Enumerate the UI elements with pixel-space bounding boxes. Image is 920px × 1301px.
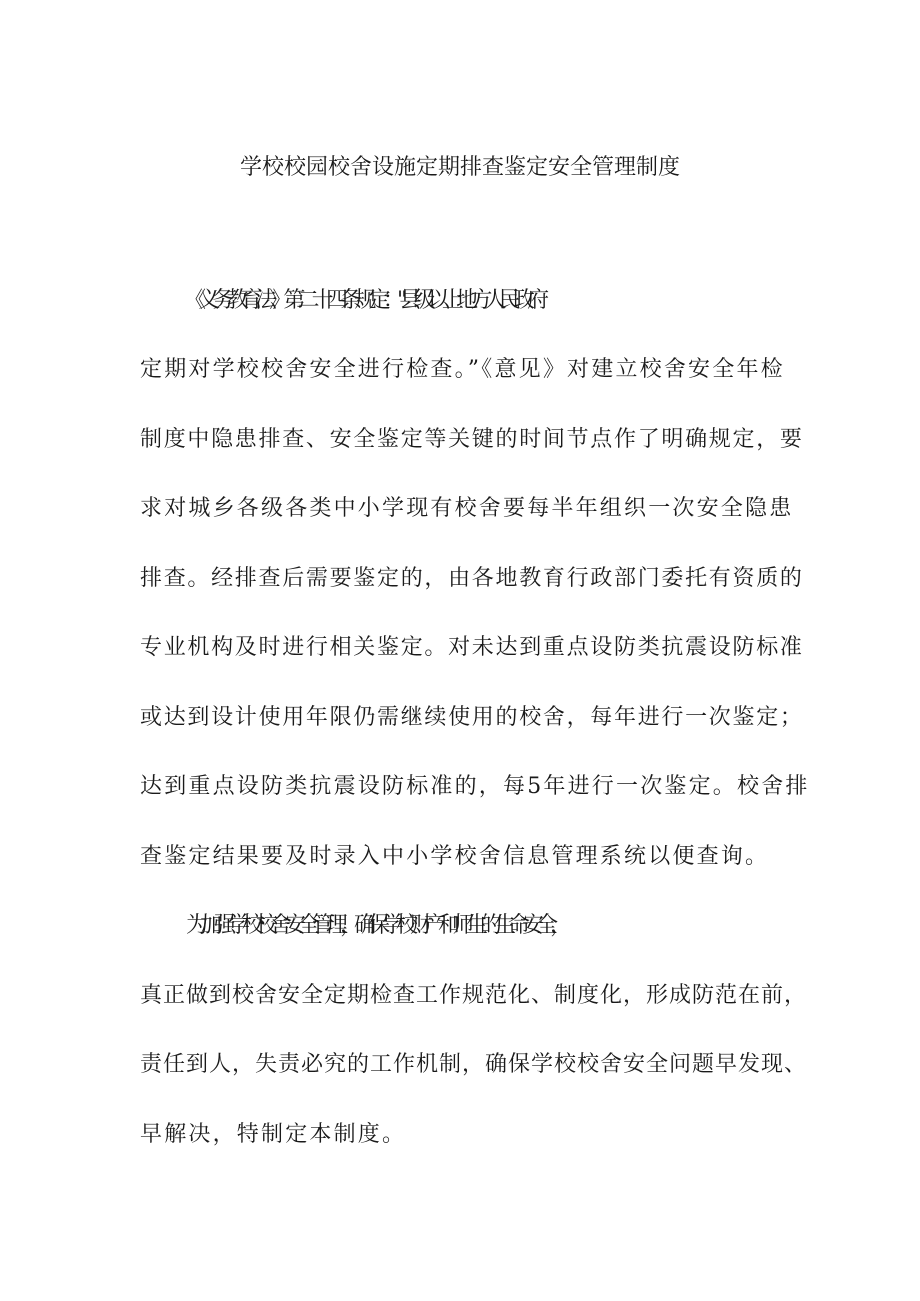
- paragraph-line: 达到重点设防类抗震设防标准的，每5年进行一次鉴定。校舍排: [140, 774, 810, 799]
- paragraph-line: 或达到设计使用年限仍需继续使用的校舍，每年进行一次鉴定；: [140, 705, 804, 730]
- paragraph-line: 排查。经排查后需要鉴定的，由各地教育行政部门委托有资质的: [140, 566, 804, 591]
- paragraph-line: 早解决，特制定本制度。: [140, 1122, 407, 1147]
- paragraph-line: 《义务教育法》第二十四条规定："县级以上地方人民政府: [184, 288, 542, 313]
- paragraph-line: 定期对学校校舍安全进行检查。”《意见》对建立校舍安全年检: [140, 357, 785, 382]
- paragraph-line: 查鉴定结果要及时录入中小学校舍信息管理系统以便查询。: [140, 844, 770, 869]
- paragraph-line: 真正做到校舍安全定期检查工作规范化、制度化，形成防范在前，: [140, 983, 808, 1008]
- paragraph-line: 责任到人，失责必究的工作机制，确保学校校舍安全问题早发现、: [140, 1052, 808, 1077]
- document-title: 学校校园校舍设施定期排查鉴定安全管理制度: [239, 155, 680, 180]
- paragraph-line: 求对城乡各级各类中小学现有校舍要每半年组织一次安全隐患: [140, 496, 794, 521]
- paragraph-line: 制度中隐患排查、安全鉴定等关键的时间节点作了明确规定，要: [140, 427, 804, 452]
- paragraph-line: 为加强学校校舍安全管理，确保学校财产和师生的生命安全，: [186, 913, 565, 938]
- paragraph-line: 专业机构及时进行相关鉴定。对未达到重点设防类抗震设防标准: [140, 635, 804, 660]
